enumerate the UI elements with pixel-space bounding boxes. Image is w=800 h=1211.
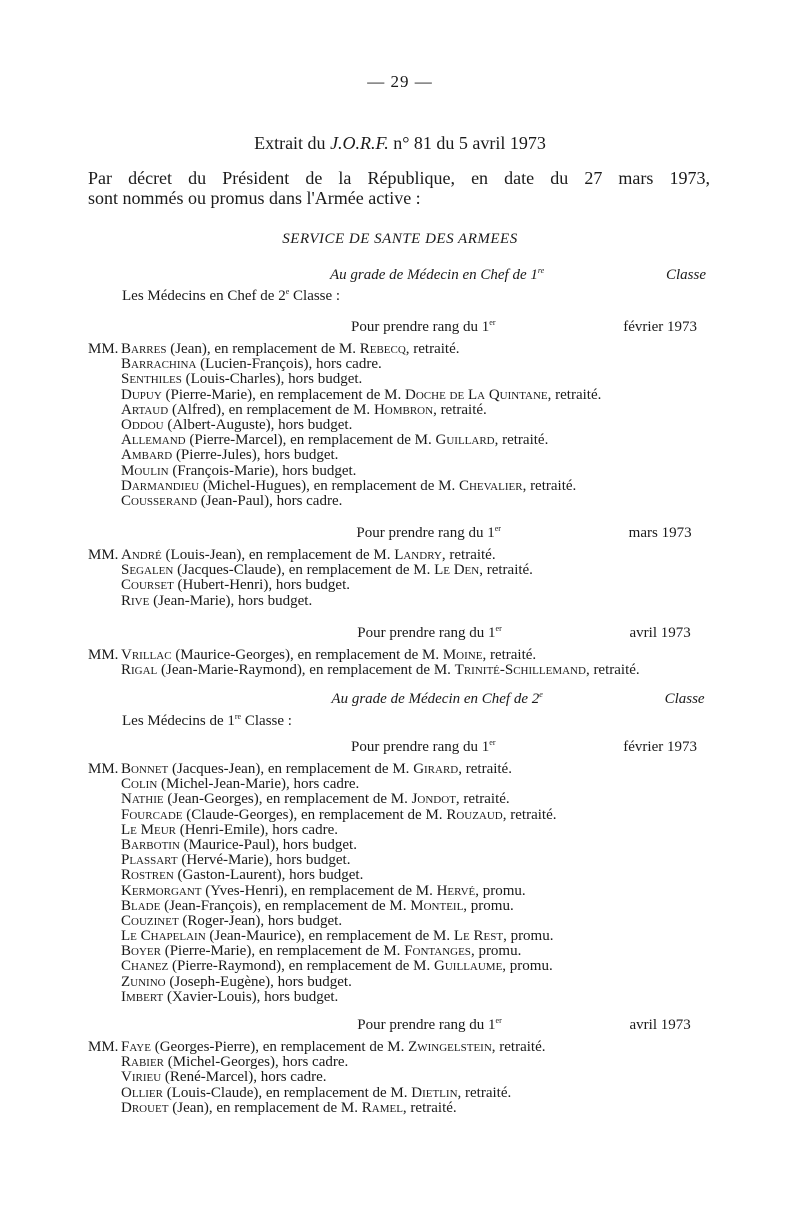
entry-text bbox=[121, 578, 350, 593]
entry-text bbox=[121, 838, 357, 853]
officer-name: Barbotin bbox=[121, 836, 180, 853]
list-item bbox=[88, 418, 601, 433]
rang-text bbox=[103, 739, 697, 755]
replaced-name: Zwingelstein bbox=[408, 1039, 492, 1055]
entry-details: (Michel-Jean-Marie), hors cadre. bbox=[157, 776, 360, 793]
mm-label bbox=[88, 868, 121, 883]
entry-details: (Louis-Claude), en remplacement de M. bbox=[163, 1084, 412, 1101]
mm-label bbox=[88, 494, 121, 509]
entry-text bbox=[121, 479, 576, 494]
decree-intro bbox=[88, 168, 710, 208]
entry-details: (Jean), en remplacement de M. bbox=[166, 341, 360, 357]
rang-prefix: Pour prendre rang du 1 bbox=[351, 319, 490, 335]
grade-text bbox=[95, 691, 704, 707]
page-number: — 29 — bbox=[367, 72, 433, 91]
officer-name: Ambard bbox=[121, 447, 173, 464]
list-item bbox=[88, 914, 556, 929]
officer-name: André bbox=[121, 547, 162, 563]
entry-details: (Jean-Paul), hors cadre. bbox=[197, 492, 343, 509]
entry-status: , promu. bbox=[502, 958, 553, 975]
replaced-name: Guillard bbox=[435, 432, 495, 449]
entry-text bbox=[121, 372, 362, 387]
entry-status: , retraité. bbox=[482, 647, 537, 663]
replaced-name: Landry bbox=[394, 547, 442, 563]
rang-prefix: Pour prendre rang du 1 bbox=[351, 739, 490, 755]
list-item bbox=[88, 372, 601, 387]
list-item bbox=[88, 448, 601, 463]
rang-sup: er bbox=[495, 624, 502, 633]
entry-text bbox=[121, 914, 342, 929]
officer-name: Drouet bbox=[121, 1099, 169, 1116]
officer-name: Rigal bbox=[121, 662, 158, 679]
officer-name: Vrillac bbox=[121, 647, 172, 663]
mm-label bbox=[88, 929, 121, 944]
entry-status: , promu. bbox=[475, 882, 526, 899]
entry-text bbox=[121, 990, 338, 1005]
list-item bbox=[88, 464, 601, 479]
grade-prefix: Au grade de Médecin en Chef de 1 bbox=[330, 267, 538, 283]
entry-text bbox=[121, 808, 556, 823]
officer-name: Plassart bbox=[121, 852, 178, 869]
officer-name: Kermorgant bbox=[121, 882, 202, 899]
entry-details: (Henri-Emile), hors cadre. bbox=[175, 821, 338, 838]
officer-name: Barres bbox=[121, 341, 167, 357]
rang-heading bbox=[0, 320, 800, 335]
mm-label bbox=[88, 808, 121, 823]
entry-status: , retraité. bbox=[502, 806, 557, 823]
entry-status: , retraité. bbox=[457, 1084, 512, 1101]
section-intro bbox=[122, 714, 292, 729]
list-item bbox=[88, 808, 556, 823]
officer-name: Ollier bbox=[121, 1084, 163, 1101]
mm-label bbox=[88, 403, 121, 418]
officer-name: Darmandieu bbox=[121, 477, 200, 494]
rang-text bbox=[109, 625, 691, 641]
section-intro-suffix: Classe : bbox=[241, 713, 292, 729]
list-item bbox=[88, 403, 601, 418]
entry-text bbox=[121, 548, 496, 563]
entry-details: (Xavier-Louis), hors budget. bbox=[163, 988, 339, 1005]
entry-text bbox=[121, 464, 356, 479]
section-intro-sup: re bbox=[234, 712, 242, 721]
entry-details: (Jean-Georges), en remplacement de M. bbox=[163, 791, 412, 808]
list-item bbox=[88, 823, 556, 838]
officer-name: Artaud bbox=[121, 401, 169, 418]
entry-status: , retraité. bbox=[585, 662, 640, 679]
entry-text bbox=[121, 1101, 457, 1116]
officer-name: Boyer bbox=[121, 943, 161, 960]
list-item bbox=[88, 1101, 546, 1116]
mm-label bbox=[88, 563, 121, 578]
entry-text bbox=[121, 388, 601, 403]
rang-text bbox=[103, 319, 697, 335]
officer-name: Couzinet bbox=[121, 912, 179, 929]
entry-text bbox=[121, 959, 553, 974]
officer-name: Allemand bbox=[121, 432, 186, 449]
officer-name: Le Chapelain bbox=[121, 928, 206, 945]
mm-label bbox=[88, 838, 121, 853]
rang-heading bbox=[0, 626, 800, 641]
list-item bbox=[88, 548, 533, 563]
entry-status: , retraité. bbox=[522, 477, 577, 494]
section-intro-prefix: Les Médecins en Chef de 2 bbox=[122, 288, 286, 304]
grade-suffix: Classe bbox=[662, 267, 706, 283]
rang-sup: er bbox=[495, 1016, 502, 1025]
entry-status: , retraité. bbox=[402, 1099, 457, 1116]
mm-label: MM. bbox=[88, 761, 119, 777]
list-item bbox=[88, 357, 601, 372]
rang-text bbox=[109, 1017, 691, 1033]
mm-label bbox=[88, 777, 121, 792]
list-item bbox=[88, 792, 556, 807]
replaced-name: Le Den bbox=[434, 562, 480, 579]
rang-prefix: Pour prendre rang du 1 bbox=[357, 1017, 496, 1033]
entry-text bbox=[121, 762, 512, 777]
nomination-list bbox=[88, 648, 640, 678]
entry-text bbox=[121, 777, 359, 792]
entry-details: (Maurice-Paul), hors budget. bbox=[179, 836, 357, 853]
mm-label bbox=[88, 884, 121, 899]
nomination-list bbox=[88, 762, 556, 1005]
list-item bbox=[88, 868, 556, 883]
officer-name: Faye bbox=[121, 1039, 151, 1055]
replaced-name: Hervé bbox=[436, 882, 476, 899]
mm-label bbox=[88, 663, 121, 678]
entry-text bbox=[121, 418, 352, 433]
entry-status: , promu. bbox=[503, 928, 554, 945]
entry-text bbox=[121, 853, 350, 868]
mm-label bbox=[88, 792, 121, 807]
entry-text bbox=[121, 1055, 348, 1070]
entry-details: (Maurice-Georges), en remplacement de M. bbox=[171, 647, 443, 663]
mm-label bbox=[88, 372, 121, 387]
officer-name: Rostren bbox=[121, 867, 174, 884]
replaced-name: Girard bbox=[413, 761, 459, 777]
officer-name: Nathie bbox=[121, 791, 164, 808]
entry-details: (Jean-François), en remplacement de M. bbox=[160, 897, 411, 914]
entry-details: (Hervé-Marie), hors budget. bbox=[177, 852, 351, 869]
officer-name: Bonnet bbox=[121, 761, 169, 777]
list-item bbox=[88, 342, 601, 357]
document-title bbox=[0, 133, 800, 153]
entry-text bbox=[121, 884, 526, 899]
entry-text bbox=[121, 899, 514, 914]
title-numero: n° 81 du 5 avril 1973 bbox=[393, 133, 546, 153]
mm-label bbox=[88, 975, 121, 990]
replaced-name: Monteil bbox=[410, 897, 464, 914]
entry-text bbox=[121, 342, 460, 357]
replaced-name: Jondot bbox=[411, 791, 456, 808]
replaced-name: Hombron bbox=[373, 401, 434, 418]
entry-status: , promu. bbox=[470, 943, 522, 960]
mm-label bbox=[88, 823, 121, 838]
mm-label bbox=[88, 944, 121, 959]
title-extrait: Extrait du bbox=[254, 133, 326, 153]
mm-label: MM. bbox=[88, 547, 119, 563]
entry-text bbox=[121, 563, 533, 578]
grade-sup: re bbox=[537, 266, 545, 275]
entry-status: , retraité. bbox=[547, 386, 602, 403]
list-item bbox=[88, 1070, 546, 1085]
entry-details: (Louis-Charles), hors budget. bbox=[181, 371, 363, 388]
rang-heading bbox=[0, 740, 800, 755]
mm-label bbox=[88, 448, 121, 463]
mm-label bbox=[88, 578, 121, 593]
list-item bbox=[88, 884, 556, 899]
rang-suffix: mars 1973 bbox=[624, 525, 692, 541]
entry-text bbox=[121, 594, 312, 609]
officer-name: Chanez bbox=[121, 958, 169, 975]
entry-text bbox=[121, 648, 536, 663]
rang-sup: er bbox=[489, 738, 496, 747]
entry-details: (Pierre-Marie), en remplacement de M. bbox=[160, 943, 405, 960]
list-item bbox=[88, 578, 533, 593]
mm-label bbox=[88, 990, 121, 1005]
mm-label bbox=[88, 959, 121, 974]
officer-name: Dupuy bbox=[121, 386, 162, 403]
rang-prefix: Pour prendre rang du 1 bbox=[357, 625, 496, 641]
entry-status: , retraité. bbox=[494, 432, 549, 449]
entry-status: , retraité. bbox=[455, 791, 510, 808]
entry-text bbox=[121, 823, 338, 838]
entry-details: (François-Marie), hors budget. bbox=[168, 462, 357, 479]
officer-name: Rive bbox=[121, 592, 150, 609]
list-item bbox=[88, 990, 556, 1005]
entry-details: (Claude-Georges), en remplacement de M. bbox=[182, 806, 447, 823]
rang-suffix: avril 1973 bbox=[625, 625, 691, 641]
section-intro-suffix: Classe : bbox=[289, 288, 341, 304]
entry-details: (Yves-Henri), en remplacement de M. bbox=[201, 882, 437, 899]
list-item bbox=[88, 648, 640, 663]
replaced-name: Doche de La Quintane bbox=[405, 386, 548, 403]
officer-name: Courset bbox=[121, 577, 174, 594]
rang-sup: er bbox=[494, 524, 501, 533]
grade-heading bbox=[0, 268, 800, 283]
entry-text bbox=[121, 868, 363, 883]
list-item bbox=[88, 975, 556, 990]
title-journal: J.O.R.F. bbox=[330, 133, 389, 153]
entry-details: (Albert-Auguste), hors budget. bbox=[163, 416, 353, 433]
entry-details: (Michel-Georges), hors cadre. bbox=[164, 1054, 349, 1071]
grade-suffix: Classe bbox=[660, 691, 705, 707]
rang-heading bbox=[0, 526, 800, 541]
mm-label bbox=[88, 853, 121, 868]
mm-label bbox=[88, 899, 121, 914]
replaced-name: Moine bbox=[442, 647, 483, 663]
entry-details: (Louis-Jean), en remplacement de M. bbox=[161, 547, 395, 563]
entry-details: (Pierre-Raymond), en remplacement de M. bbox=[168, 958, 435, 975]
rang-suffix: février 1973 bbox=[619, 319, 697, 335]
replaced-name: Rebecq bbox=[359, 341, 406, 357]
mm-label: MM. bbox=[88, 341, 119, 357]
mm-label bbox=[88, 1070, 121, 1085]
entry-details: (Pierre-Marcel), en remplacement de M. bbox=[185, 432, 436, 449]
replaced-name: Rouzaud bbox=[446, 806, 503, 823]
officer-name: Virieu bbox=[121, 1069, 162, 1086]
list-item bbox=[88, 663, 640, 678]
list-item bbox=[88, 762, 556, 777]
officer-name: Cousserand bbox=[121, 492, 198, 509]
officer-name: Barrachina bbox=[121, 356, 197, 373]
entry-text bbox=[121, 1040, 546, 1055]
replaced-name: Fontanges bbox=[404, 943, 471, 960]
entry-text bbox=[121, 975, 352, 990]
mm-label bbox=[88, 464, 121, 479]
entry-text bbox=[121, 663, 640, 678]
officer-name: Imbert bbox=[121, 988, 164, 1005]
grade-heading bbox=[0, 692, 800, 707]
entry-details: (Michel-Hugues), en remplacement de M. bbox=[199, 477, 459, 494]
replaced-name: Dietlin bbox=[411, 1084, 458, 1101]
list-item bbox=[88, 479, 601, 494]
officer-name: Zunino bbox=[121, 973, 166, 990]
rang-heading bbox=[0, 1018, 800, 1033]
entry-details: (René-Marcel), hors cadre. bbox=[161, 1069, 327, 1086]
entry-details: (Jacques-Jean), en remplacement de M. bbox=[168, 761, 414, 777]
entry-details: (Georges-Pierre), en remplacement de M. bbox=[150, 1039, 409, 1055]
officer-name: Senthiles bbox=[121, 371, 182, 388]
list-item bbox=[88, 853, 556, 868]
entry-status: , promu. bbox=[463, 897, 514, 914]
list-item bbox=[88, 899, 556, 914]
grade-text bbox=[94, 267, 706, 283]
officer-name: Oddou bbox=[121, 416, 164, 433]
entry-status: , retraité. bbox=[458, 761, 512, 777]
entry-text bbox=[121, 494, 342, 509]
mm-label bbox=[88, 479, 121, 494]
entry-text bbox=[121, 1086, 511, 1101]
mm-label bbox=[88, 433, 121, 448]
entry-status: , retraité. bbox=[433, 401, 487, 418]
entry-details: (Alfred), en remplacement de M. bbox=[168, 401, 374, 418]
list-item bbox=[88, 594, 533, 609]
grade-sup: e bbox=[539, 690, 543, 699]
list-item bbox=[88, 838, 556, 853]
entry-text bbox=[121, 433, 548, 448]
nomination-list bbox=[88, 548, 533, 609]
rang-prefix: Pour prendre rang du 1 bbox=[356, 525, 495, 541]
replaced-name: Guillaume bbox=[434, 958, 503, 975]
grade-prefix: Au grade de Médecin en Chef de 2 bbox=[331, 691, 540, 707]
nomination-list bbox=[88, 342, 601, 509]
list-item bbox=[88, 433, 601, 448]
entry-details: (Roger-Jean), hors budget. bbox=[178, 912, 343, 929]
entry-text bbox=[121, 357, 382, 372]
entry-details: (Pierre-Marie), en remplacement de M. bbox=[161, 386, 406, 403]
entry-status: , retraité. bbox=[479, 562, 533, 579]
entry-details: (Gaston-Laurent), hors budget. bbox=[173, 867, 364, 884]
intro-line-2: sont nommés ou promus dans l'Armée active : bbox=[88, 188, 421, 208]
nomination-list bbox=[88, 1040, 546, 1116]
replaced-name: Chevalier bbox=[458, 477, 523, 494]
entry-details: (Jean), en remplacement de M. bbox=[168, 1099, 362, 1116]
list-item bbox=[88, 388, 601, 403]
list-item bbox=[88, 929, 556, 944]
officer-name: Segalen bbox=[121, 562, 174, 579]
entry-details: (Joseph-Eugène), hors budget. bbox=[165, 973, 352, 990]
entry-details: (Jean-Marie), hors budget. bbox=[149, 592, 313, 609]
entry-details: (Pierre-Jules), hors budget. bbox=[172, 447, 339, 464]
list-item bbox=[88, 1086, 546, 1101]
rang-suffix: février 1973 bbox=[619, 739, 697, 755]
list-item bbox=[88, 1055, 546, 1070]
mm-label bbox=[88, 1055, 121, 1070]
mm-label bbox=[88, 1086, 121, 1101]
rang-text bbox=[108, 525, 691, 541]
service-heading: SERVICE DE SANTE DES ARMEES bbox=[282, 231, 518, 247]
entry-details: (Lucien-François), hors cadre. bbox=[196, 356, 382, 373]
entry-text bbox=[121, 792, 510, 807]
list-item bbox=[88, 494, 601, 509]
replaced-name: Trinité-Schillemand bbox=[454, 662, 586, 679]
entry-details: (Jacques-Claude), en remplacement de M. bbox=[173, 562, 435, 579]
list-item bbox=[88, 563, 533, 578]
rang-sup: er bbox=[489, 318, 496, 327]
mm-label bbox=[88, 1101, 121, 1116]
mm-label bbox=[88, 418, 121, 433]
list-item bbox=[88, 944, 556, 959]
entry-text bbox=[121, 403, 487, 418]
mm-label: MM. bbox=[88, 1039, 119, 1055]
mm-label bbox=[88, 357, 121, 372]
section-intro bbox=[122, 289, 340, 304]
section-intro-sup: e bbox=[285, 287, 290, 296]
officer-name: Rabier bbox=[121, 1054, 165, 1071]
officer-name: Moulin bbox=[121, 462, 169, 479]
list-item bbox=[88, 777, 556, 792]
mm-label: MM. bbox=[88, 647, 119, 663]
intro-line-1: Par décret du Président de la République, en date du 27 mars 1973, bbox=[88, 168, 710, 188]
replaced-name: Ramel bbox=[361, 1099, 403, 1116]
entry-text bbox=[121, 944, 521, 959]
list-item bbox=[88, 959, 556, 974]
entry-details: (Jean-Maurice), en remplacement de M. bbox=[205, 928, 454, 945]
rang-suffix: avril 1973 bbox=[625, 1017, 691, 1033]
entry-status: , retraité. bbox=[441, 547, 496, 563]
officer-name: Blade bbox=[121, 897, 161, 914]
mm-label bbox=[88, 594, 121, 609]
section-intro-prefix: Les Médecins de 1 bbox=[122, 713, 235, 729]
entry-text bbox=[121, 1070, 327, 1085]
officer-name: Colin bbox=[121, 776, 158, 793]
officer-name: Fourcade bbox=[121, 806, 183, 823]
mm-label bbox=[88, 914, 121, 929]
list-item bbox=[88, 1040, 546, 1055]
entry-status: , retraité. bbox=[405, 341, 460, 357]
entry-details: (Jean-Marie-Raymond), en remplacement de M. bbox=[157, 662, 455, 679]
replaced-name: Le Rest bbox=[453, 928, 504, 945]
entry-text bbox=[121, 929, 553, 944]
mm-label bbox=[88, 388, 121, 403]
entry-status: , retraité. bbox=[491, 1039, 546, 1055]
entry-text bbox=[121, 448, 338, 463]
officer-name: Le Meur bbox=[121, 821, 176, 838]
entry-details: (Hubert-Henri), hors budget. bbox=[173, 577, 350, 594]
